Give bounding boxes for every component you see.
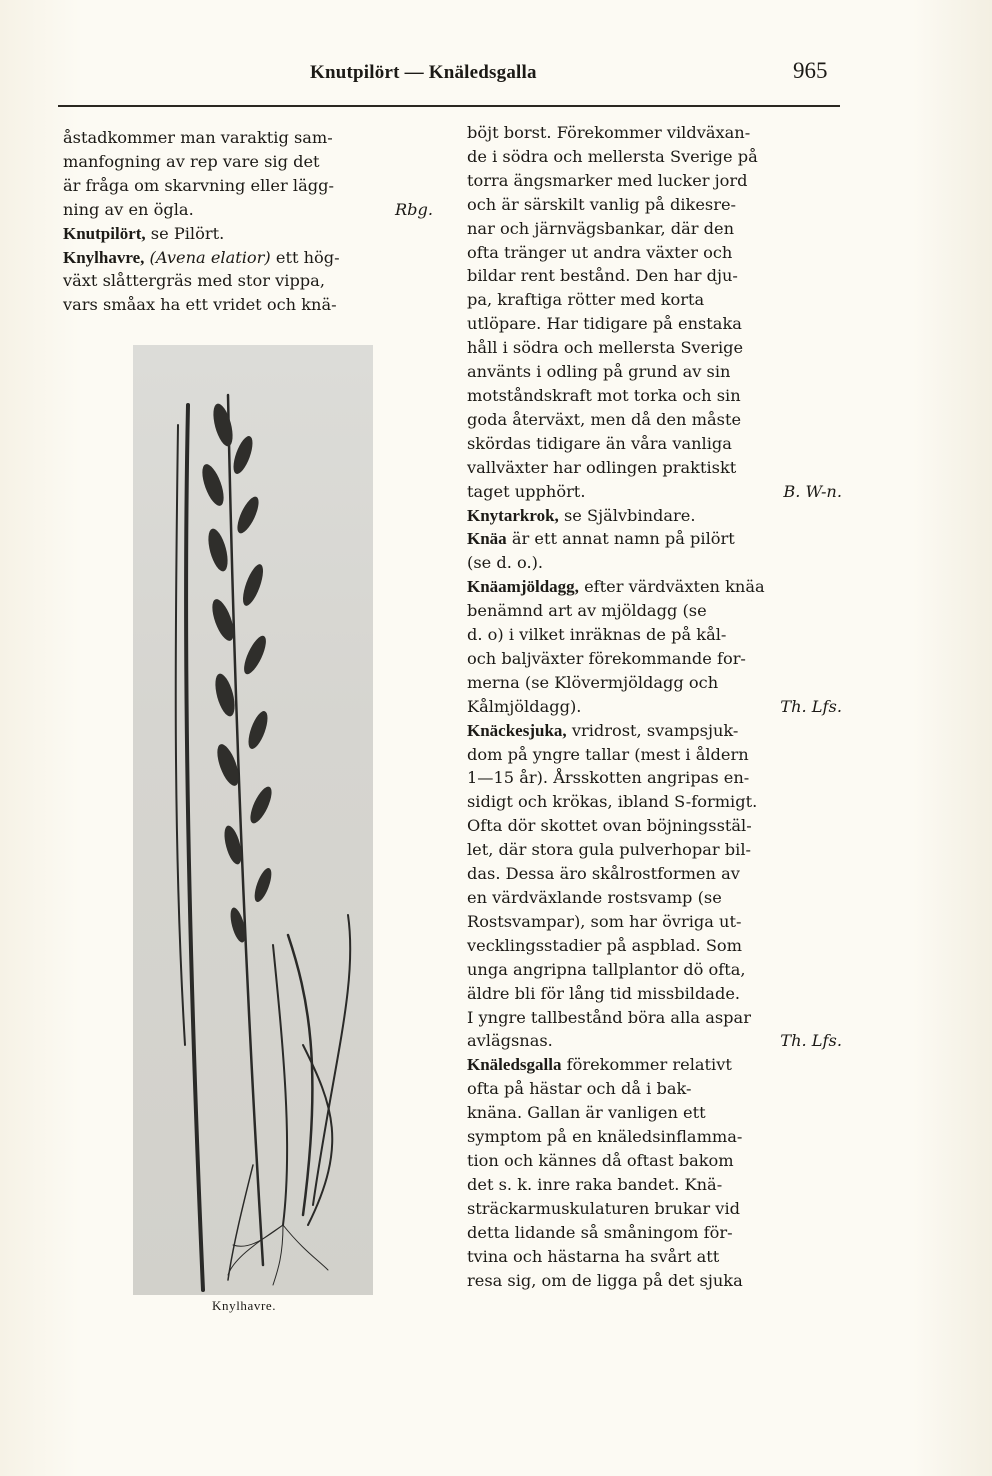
entry-headword: Knäledsgalla bbox=[467, 1055, 562, 1075]
text-line: dom på yngre tallar (mest i åldern bbox=[467, 744, 749, 764]
entry-knaledsgalla bbox=[467, 1053, 842, 1292]
text-line: 1—15 år). Årsskotten angripas en- bbox=[467, 768, 750, 788]
text-line-content: ning av en ögla. bbox=[63, 199, 194, 219]
text-line: böjt borst. Förekommer vildväxan- bbox=[467, 123, 751, 142]
text-line: använts i odling på grund av sin bbox=[467, 362, 731, 382]
text-line: nar och järnvägsbankar, där den bbox=[467, 218, 735, 238]
text-line bbox=[63, 198, 433, 222]
entry-headword: Knäckesjuka, bbox=[467, 720, 567, 740]
text-line: vecklingsstadier på aspblad. Som bbox=[467, 935, 743, 955]
text-line: resa sig, om de ligga på det sjuka bbox=[467, 1270, 743, 1290]
entry-text: förekommer relativt bbox=[561, 1055, 732, 1075]
author-signature: B. W-n. bbox=[783, 481, 842, 501]
text-line: ofta på hästar och då i bak- bbox=[467, 1079, 692, 1099]
author-signature: Th. Lfs. bbox=[780, 696, 842, 716]
text-line: unga angripna tallplantor dö ofta, bbox=[467, 959, 746, 979]
text-line: torra ängsmarker med lucker jord bbox=[467, 170, 748, 190]
text-line: är fråga om skarvning eller lägg- bbox=[63, 175, 334, 195]
text-line bbox=[467, 480, 842, 504]
latin-name: (Avena elatior) bbox=[144, 247, 271, 267]
text-line: pa, kraftiga rötter med korta bbox=[467, 290, 705, 310]
entry-knaamjoldagg bbox=[467, 575, 842, 718]
author-signature: Rbg. bbox=[394, 199, 433, 219]
entry-headword: Knäa bbox=[467, 529, 507, 549]
right-column bbox=[467, 121, 842, 1292]
text-line: vallväxter har odlingen praktiskt bbox=[467, 457, 737, 477]
entry-knutpilort bbox=[63, 222, 433, 246]
text-line: Ofta dör skottet ovan böjningsstäl- bbox=[467, 816, 752, 836]
text-line: och baljväxter förekommande for- bbox=[467, 648, 746, 668]
text-line: utlöpare. Har tidigare på enstaka bbox=[467, 314, 742, 334]
continued-paragraph bbox=[467, 121, 842, 504]
text-line: de i södra och mellersta Sverige på bbox=[467, 146, 758, 166]
entry-knylhavre bbox=[63, 246, 433, 318]
text-line: merna (se Klövermjöldagg och bbox=[467, 672, 719, 692]
entry-headword: Knytarkrok, bbox=[467, 505, 559, 525]
text-line: symptom på en knäledsinflamma- bbox=[467, 1127, 743, 1147]
entry-knaa bbox=[467, 527, 842, 575]
text-line: och är särskilt vanlig på dikesre- bbox=[467, 194, 736, 214]
entry-knackesjuka bbox=[467, 719, 842, 1054]
text-line: manfogning av rep vare sig det bbox=[63, 151, 320, 171]
text-line: sträckarmuskulaturen brukar vid bbox=[467, 1198, 740, 1218]
text-line-content: taget upphört. bbox=[467, 481, 586, 501]
text-line: åstadkommer man varaktig sam- bbox=[63, 128, 333, 147]
text-line bbox=[467, 1029, 842, 1053]
page-number: 965 bbox=[793, 58, 828, 83]
entry-text: vridrost, svampsjuk- bbox=[566, 720, 739, 740]
grass-plant-drawing bbox=[133, 345, 373, 1295]
text-line: tvina och hästarna ha svårt att bbox=[467, 1246, 720, 1266]
continued-paragraph bbox=[63, 126, 433, 222]
entry-text: se Pilört. bbox=[145, 223, 225, 243]
text-line: knäna. Gallan är vanligen ett bbox=[467, 1103, 706, 1123]
figure-caption: Knylhavre. bbox=[212, 1298, 277, 1313]
knylhavre-illustration bbox=[133, 345, 373, 1295]
text-line: (se d. o.). bbox=[467, 553, 544, 573]
text-line: växt slåttergräs med stor vippa, bbox=[63, 271, 325, 291]
text-line: motståndskraft mot torka och sin bbox=[467, 385, 741, 405]
text-line: äldre bli för lång tid missbildade. bbox=[467, 983, 741, 1003]
text-line: sidigt och krökas, ibland S-formigt. bbox=[467, 792, 758, 812]
entry-headword: Knutpilört, bbox=[63, 223, 146, 243]
text-line bbox=[467, 695, 842, 719]
text-line: goda återväxt, men då den måste bbox=[467, 409, 742, 429]
text-line: bildar rent bestånd. Den har dju- bbox=[467, 266, 738, 286]
entry-headword: Knylhavre, bbox=[63, 247, 145, 267]
text-line: let, där stora gula pulverhopar bil- bbox=[467, 840, 751, 860]
header-rule bbox=[58, 105, 840, 107]
text-line: skördas tidigare än våra vanliga bbox=[467, 433, 732, 453]
text-line: en värdväxlande rostsvamp (se bbox=[467, 888, 722, 907]
text-line: ofta tränger ut andra växter och bbox=[467, 242, 733, 262]
entry-text: ett hög- bbox=[270, 247, 340, 267]
text-line: håll i södra och mellersta Sverige bbox=[467, 338, 744, 358]
entry-text: är ett annat namn på pilört bbox=[506, 529, 735, 549]
text-line: tion och kännes då oftast bakom bbox=[467, 1150, 734, 1170]
text-line: vars småax ha ett vridet och knä- bbox=[63, 295, 337, 315]
text-line: benämnd art av mjöldagg (se bbox=[467, 601, 707, 621]
text-line: Rostsvampar), som har övriga ut- bbox=[467, 911, 742, 931]
text-line: das. Dessa äro skålrostformen av bbox=[467, 864, 740, 884]
left-column bbox=[63, 126, 433, 317]
running-head: Knutpilört — Knäledsgalla bbox=[310, 62, 537, 83]
author-signature: Th. Lfs. bbox=[780, 1031, 842, 1051]
entry-knytarkrok bbox=[467, 504, 842, 528]
text-line: d. o) i vilket inräknas de på kål- bbox=[467, 625, 727, 645]
text-line-content: avlägsnas. bbox=[467, 1031, 553, 1051]
entry-text: se Självbindare. bbox=[558, 505, 696, 525]
entry-text: efter värdväxten knäa bbox=[578, 577, 765, 597]
text-line: det s. k. inre raka bandet. Knä- bbox=[467, 1174, 723, 1194]
text-line: I yngre tallbestånd böra alla aspar bbox=[467, 1007, 751, 1027]
entry-headword: Knäamjöldagg, bbox=[467, 577, 579, 597]
text-line: detta lidande så småningom för- bbox=[467, 1222, 733, 1242]
text-line-content: Kålmjöldagg). bbox=[467, 696, 582, 716]
